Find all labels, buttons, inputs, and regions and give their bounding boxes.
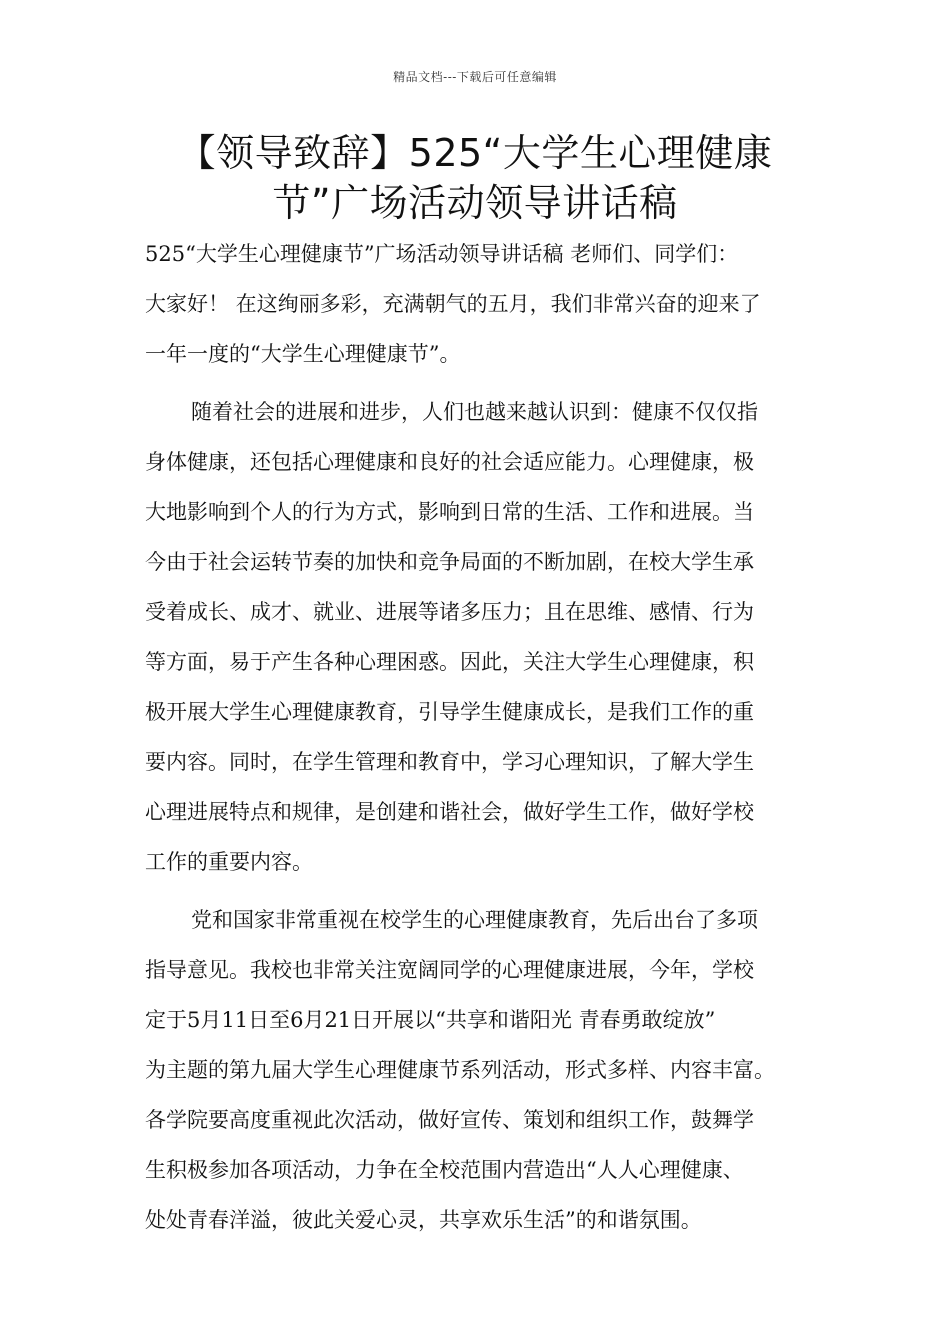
paragraph-line: 今由于社会运转节奏的加快和竞争局面的不断加剧，在校大学生承 — [145, 550, 754, 574]
paragraph-line: 受着成长、成才、就业、进展等诸多压力；且在思维、感情、行为 — [145, 600, 754, 624]
paragraph-line: 身体健康，还包括心理健康和良好的社会适应能力。心理健康，极 — [145, 450, 754, 474]
paragraph-line: 大地影响到个人的行为方式，影响到日常的生活、工作和进展。当 — [145, 500, 754, 524]
paragraph-line: 工作的重要内容。 — [145, 850, 313, 874]
paragraph-line: 定于5月11日至6月21日开展以“共享和谐阳光 青春勇敢绽放” — [145, 1008, 716, 1032]
paragraph-line: 525“大学生心理健康节”广场活动领导讲话稿 老师们、同学们： — [145, 242, 739, 266]
paragraph-line: 为主题的第九届大学生心理健康节系列活动，形式多样、内容丰富。 — [145, 1058, 775, 1082]
title-line-1: 【领导致辞】525“大学生心理健康 — [177, 131, 773, 175]
paragraph-line: 处处青春洋溢，彼此关爱心灵，共享欢乐生活”的和谐氛围。 — [145, 1208, 702, 1232]
document-title — [150, 128, 800, 228]
document-body — [145, 236, 810, 1252]
paragraph-line: 随着社会的进展和进步，人们也越来越认识到：健康不仅仅指 — [191, 400, 758, 424]
paragraph-line: 心理进展特点和规律，是创建和谐社会，做好学生工作，做好学校 — [145, 800, 754, 824]
paragraph-line: 大家好！ 在这绚丽多彩，充满朝气的五月，我们非常兴奋的迎来了 — [145, 292, 761, 316]
paragraph-3 — [145, 902, 810, 1252]
paragraph-line: 各学院要高度重视此次活动，做好宣传、策划和组织工作，鼓舞学 — [145, 1108, 754, 1132]
paragraph-line: 生积极参加各项活动，力争在全校范围内营造出“人人心理健康、 — [145, 1158, 744, 1182]
paragraph-line: 党和国家非常重视在校学生的心理健康教育，先后出台了多项 — [191, 908, 758, 932]
paragraph-1 — [145, 236, 810, 386]
header-note: 精品文档---下载后可任意编辑 — [393, 70, 557, 84]
paragraph-line: 指导意见。我校也非常关注宽阔同学的心理健康进展，今年，学校 — [145, 958, 754, 982]
paragraph-line: 要内容。同时，在学生管理和教育中，学习心理知识，了解大学生 — [145, 750, 754, 774]
paragraph-line: 极开展大学生心理健康教育，引导学生健康成长，是我们工作的重 — [145, 700, 754, 724]
paragraph-line: 一年一度的“大学生心理健康节”。 — [145, 342, 461, 366]
paragraph-2 — [145, 394, 810, 894]
paragraph-line: 等方面，易于产生各种心理困惑。因此，关注大学生心理健康，积 — [145, 650, 754, 674]
title-line-2: 节”广场活动领导讲话稿 — [272, 181, 678, 225]
